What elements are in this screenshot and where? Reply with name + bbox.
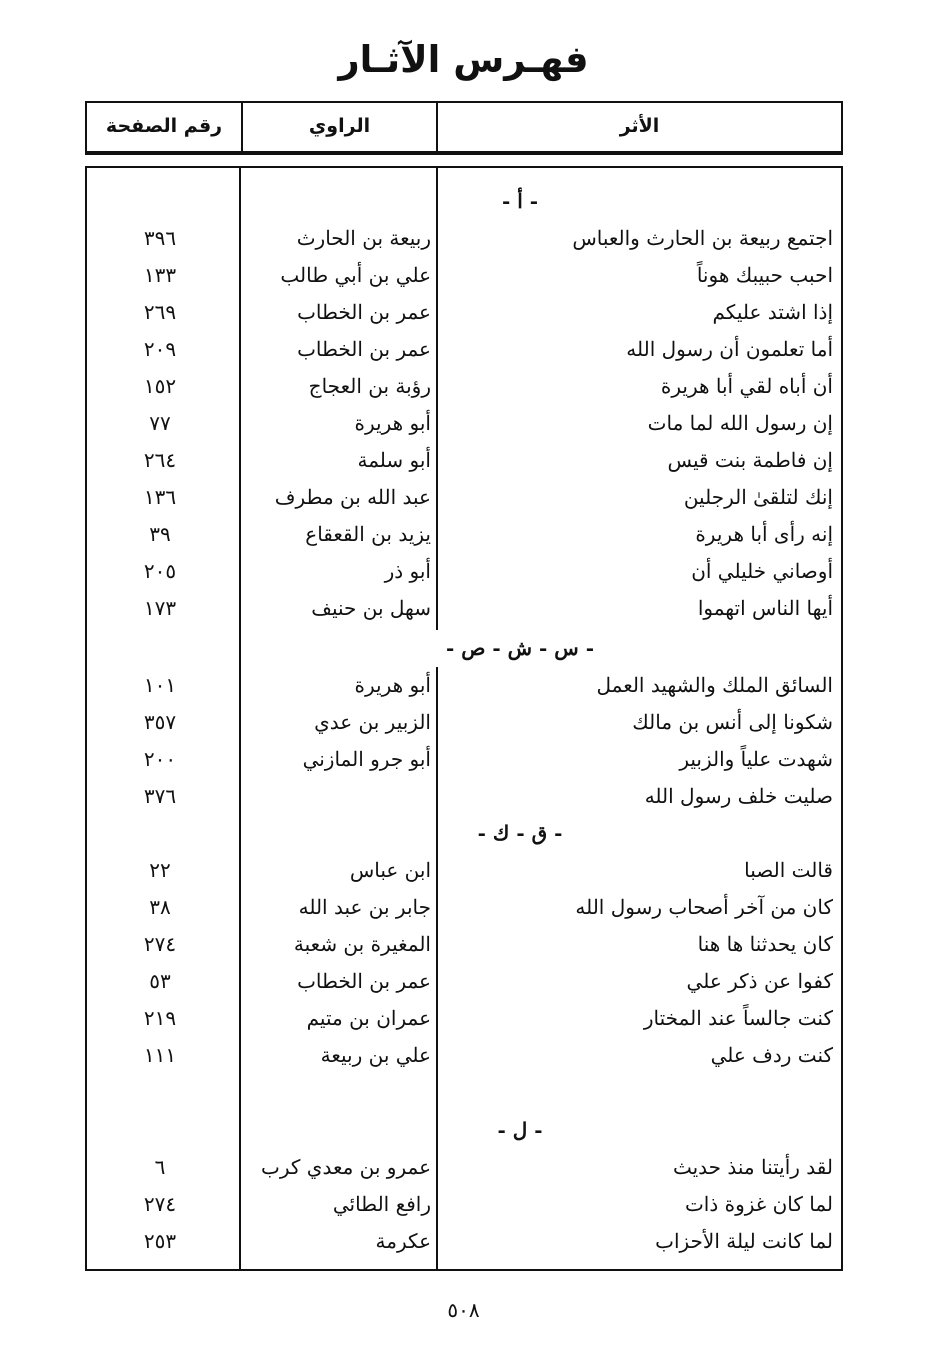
athar-text: أن أباه لقي أبا هريرة bbox=[660, 374, 833, 398]
narrator-name: عبد الله بن مطرف bbox=[274, 485, 431, 509]
narrator-name: أبو ذر bbox=[384, 559, 431, 583]
table-row bbox=[85, 1223, 843, 1260]
athar-text: لقد رأيتنا منذ حديث bbox=[672, 1155, 833, 1179]
page-ref: ٣٩ bbox=[149, 522, 171, 546]
page-ref: ٢٥٣ bbox=[143, 1229, 177, 1253]
athar-text: كنت ردف علي bbox=[710, 1043, 833, 1067]
page-ref: ٢٦٩ bbox=[143, 300, 177, 324]
page-ref: ١٥٢ bbox=[143, 374, 177, 398]
section-heading-sin-shin-sad bbox=[420, 630, 620, 667]
page-ref: ١٧٣ bbox=[143, 596, 177, 620]
page-ref: ١١١ bbox=[143, 1043, 177, 1067]
section-heading-lam bbox=[440, 1112, 600, 1149]
narrator-name: علي بن أبي طالب bbox=[280, 263, 431, 287]
page-ref: ٧٧ bbox=[149, 411, 171, 435]
table-row bbox=[85, 852, 843, 889]
athar-text: اجتمع ربيعة بن الحارث والعباس bbox=[572, 226, 833, 250]
page-ref: ١٠١ bbox=[143, 673, 177, 697]
athar-text: إنك لتلقىٰ الرجلين bbox=[683, 485, 833, 509]
narrator-name: عمر بن الخطاب bbox=[297, 969, 431, 993]
table-row bbox=[85, 926, 843, 963]
page-ref: ٣٥٧ bbox=[143, 710, 177, 734]
narrator-name: الزبير بن عدي bbox=[314, 710, 431, 734]
page-ref: ٢٠٥ bbox=[143, 559, 177, 583]
page-title: فهـرس الآثـار bbox=[338, 38, 589, 81]
section-heading-alif bbox=[440, 183, 600, 220]
athar-text: إذا اشتد عليكم bbox=[712, 300, 833, 324]
page-ref: ٦ bbox=[154, 1155, 166, 1179]
table-row bbox=[85, 1149, 843, 1186]
athar-text: لما كانت ليلة الأحزاب bbox=[655, 1229, 833, 1253]
athar-text: قالت الصبا bbox=[744, 858, 833, 882]
athar-text: كان يحدثنا ها هنا bbox=[697, 932, 833, 956]
table-row bbox=[85, 1037, 843, 1074]
section-heading-qaf-kaf bbox=[440, 815, 600, 852]
narrator-name: عمران بن متيم bbox=[306, 1006, 431, 1030]
athar-text: كان من آخر أصحاب رسول الله bbox=[575, 895, 833, 919]
narrator-name: جابر بن عبد الله bbox=[298, 895, 431, 919]
narrator-name: أبو هريرة bbox=[354, 411, 431, 435]
table-row bbox=[85, 704, 843, 741]
page-ref: ٢١٩ bbox=[143, 1006, 177, 1030]
narrator-name: رؤبة بن العجاج bbox=[308, 374, 431, 398]
narrator-name: رافع الطائي bbox=[332, 1192, 431, 1216]
narrator-name: عمر بن الخطاب bbox=[297, 300, 431, 324]
header-athar: الأثر bbox=[619, 115, 660, 137]
athar-text: أيها الناس اتهموا bbox=[697, 596, 833, 620]
narrator-name: ابن عباس bbox=[349, 858, 431, 882]
page-ref: ٣٧٦ bbox=[143, 784, 177, 808]
table-row bbox=[85, 220, 843, 257]
page-ref: ٥٣ bbox=[149, 969, 171, 993]
narrator-name: المغيرة بن شعبة bbox=[293, 932, 431, 956]
table-row bbox=[85, 553, 843, 590]
narrator-name: عمر بن الخطاب bbox=[297, 337, 431, 361]
table-row bbox=[85, 405, 843, 442]
athar-text: إن فاطمة بنت قيس bbox=[667, 448, 833, 472]
table-row bbox=[85, 741, 843, 778]
table-row bbox=[85, 778, 843, 815]
table-row bbox=[85, 368, 843, 405]
page-ref: ١٣٦ bbox=[143, 485, 177, 509]
table-row bbox=[85, 331, 843, 368]
table-row bbox=[85, 590, 843, 627]
athar-text: إنه رأى أبا هريرة bbox=[695, 522, 833, 546]
table-row bbox=[85, 889, 843, 926]
page-ref: ٢٦٤ bbox=[143, 448, 177, 472]
narrator-name: أبو سلمة bbox=[357, 448, 431, 472]
athar-text: أما تعلمون أن رسول الله bbox=[626, 337, 833, 361]
athar-text: كفوا عن ذكر علي bbox=[686, 969, 833, 993]
page-ref: ٣٩٦ bbox=[143, 226, 177, 250]
section-letter-text: - س - ش - ص - bbox=[446, 636, 594, 660]
page-ref: ٢٠٠ bbox=[143, 747, 177, 771]
athar-text: شهدت علياً والزبير bbox=[679, 747, 833, 771]
athar-text: إن رسول الله لما مات bbox=[647, 411, 833, 435]
narrator-name: أبو هريرة bbox=[354, 673, 431, 697]
athar-text: السائق الملك والشهيد العمل bbox=[596, 673, 833, 697]
table-row bbox=[85, 1186, 843, 1223]
table-row bbox=[85, 442, 843, 479]
table-row bbox=[85, 667, 843, 704]
page-ref: ٢٧٤ bbox=[143, 1192, 177, 1216]
header-narrator: الراوي bbox=[241, 103, 438, 151]
athar-text: احبب حبيبك هوناً bbox=[696, 263, 833, 287]
page-ref: ٢٠٩ bbox=[143, 337, 177, 361]
narrator-name: يزيد بن القعقاع bbox=[305, 522, 431, 546]
page-number: ٥٠٨ bbox=[447, 1298, 480, 1322]
page-ref: ١٣٣ bbox=[143, 263, 177, 287]
athar-text: لما كان غزوة ذات bbox=[684, 1192, 833, 1216]
narrator-name: أبو جرو المازني bbox=[302, 747, 431, 771]
table-header bbox=[85, 101, 843, 155]
section-letter-text: - ل - bbox=[497, 1118, 543, 1142]
table-row bbox=[85, 963, 843, 1000]
athar-text: شكونا إلى أنس بن مالك bbox=[632, 710, 833, 734]
narrator-name bbox=[251, 778, 431, 815]
table-row bbox=[85, 1000, 843, 1037]
table-row bbox=[85, 294, 843, 331]
page-ref: ٢٢ bbox=[149, 858, 171, 882]
header-page-number: رقم الصفحة bbox=[105, 115, 223, 137]
narrator-name: عمرو بن معدي كرب bbox=[261, 1155, 431, 1179]
athar-text: أوصاني خليلي أن bbox=[691, 559, 833, 583]
narrator-name: عكرمة bbox=[375, 1229, 431, 1253]
section-letter-text: - ق - ك - bbox=[477, 821, 563, 845]
table-row bbox=[85, 257, 843, 294]
athar-text: صليت خلف رسول الله bbox=[644, 784, 833, 808]
narrator-name: ربيعة بن الحارث bbox=[296, 226, 431, 250]
table-row bbox=[85, 479, 843, 516]
narrator-name: سهل بن حنيف bbox=[311, 596, 431, 620]
section-letter-text: - أ - bbox=[501, 189, 539, 213]
page-ref: ٣٨ bbox=[149, 895, 171, 919]
page-ref: ٢٧٤ bbox=[143, 932, 177, 956]
narrator-name: علي بن ربيعة bbox=[320, 1043, 431, 1067]
table-row bbox=[85, 516, 843, 553]
athar-text: كنت جالساً عند المختار bbox=[643, 1006, 833, 1030]
